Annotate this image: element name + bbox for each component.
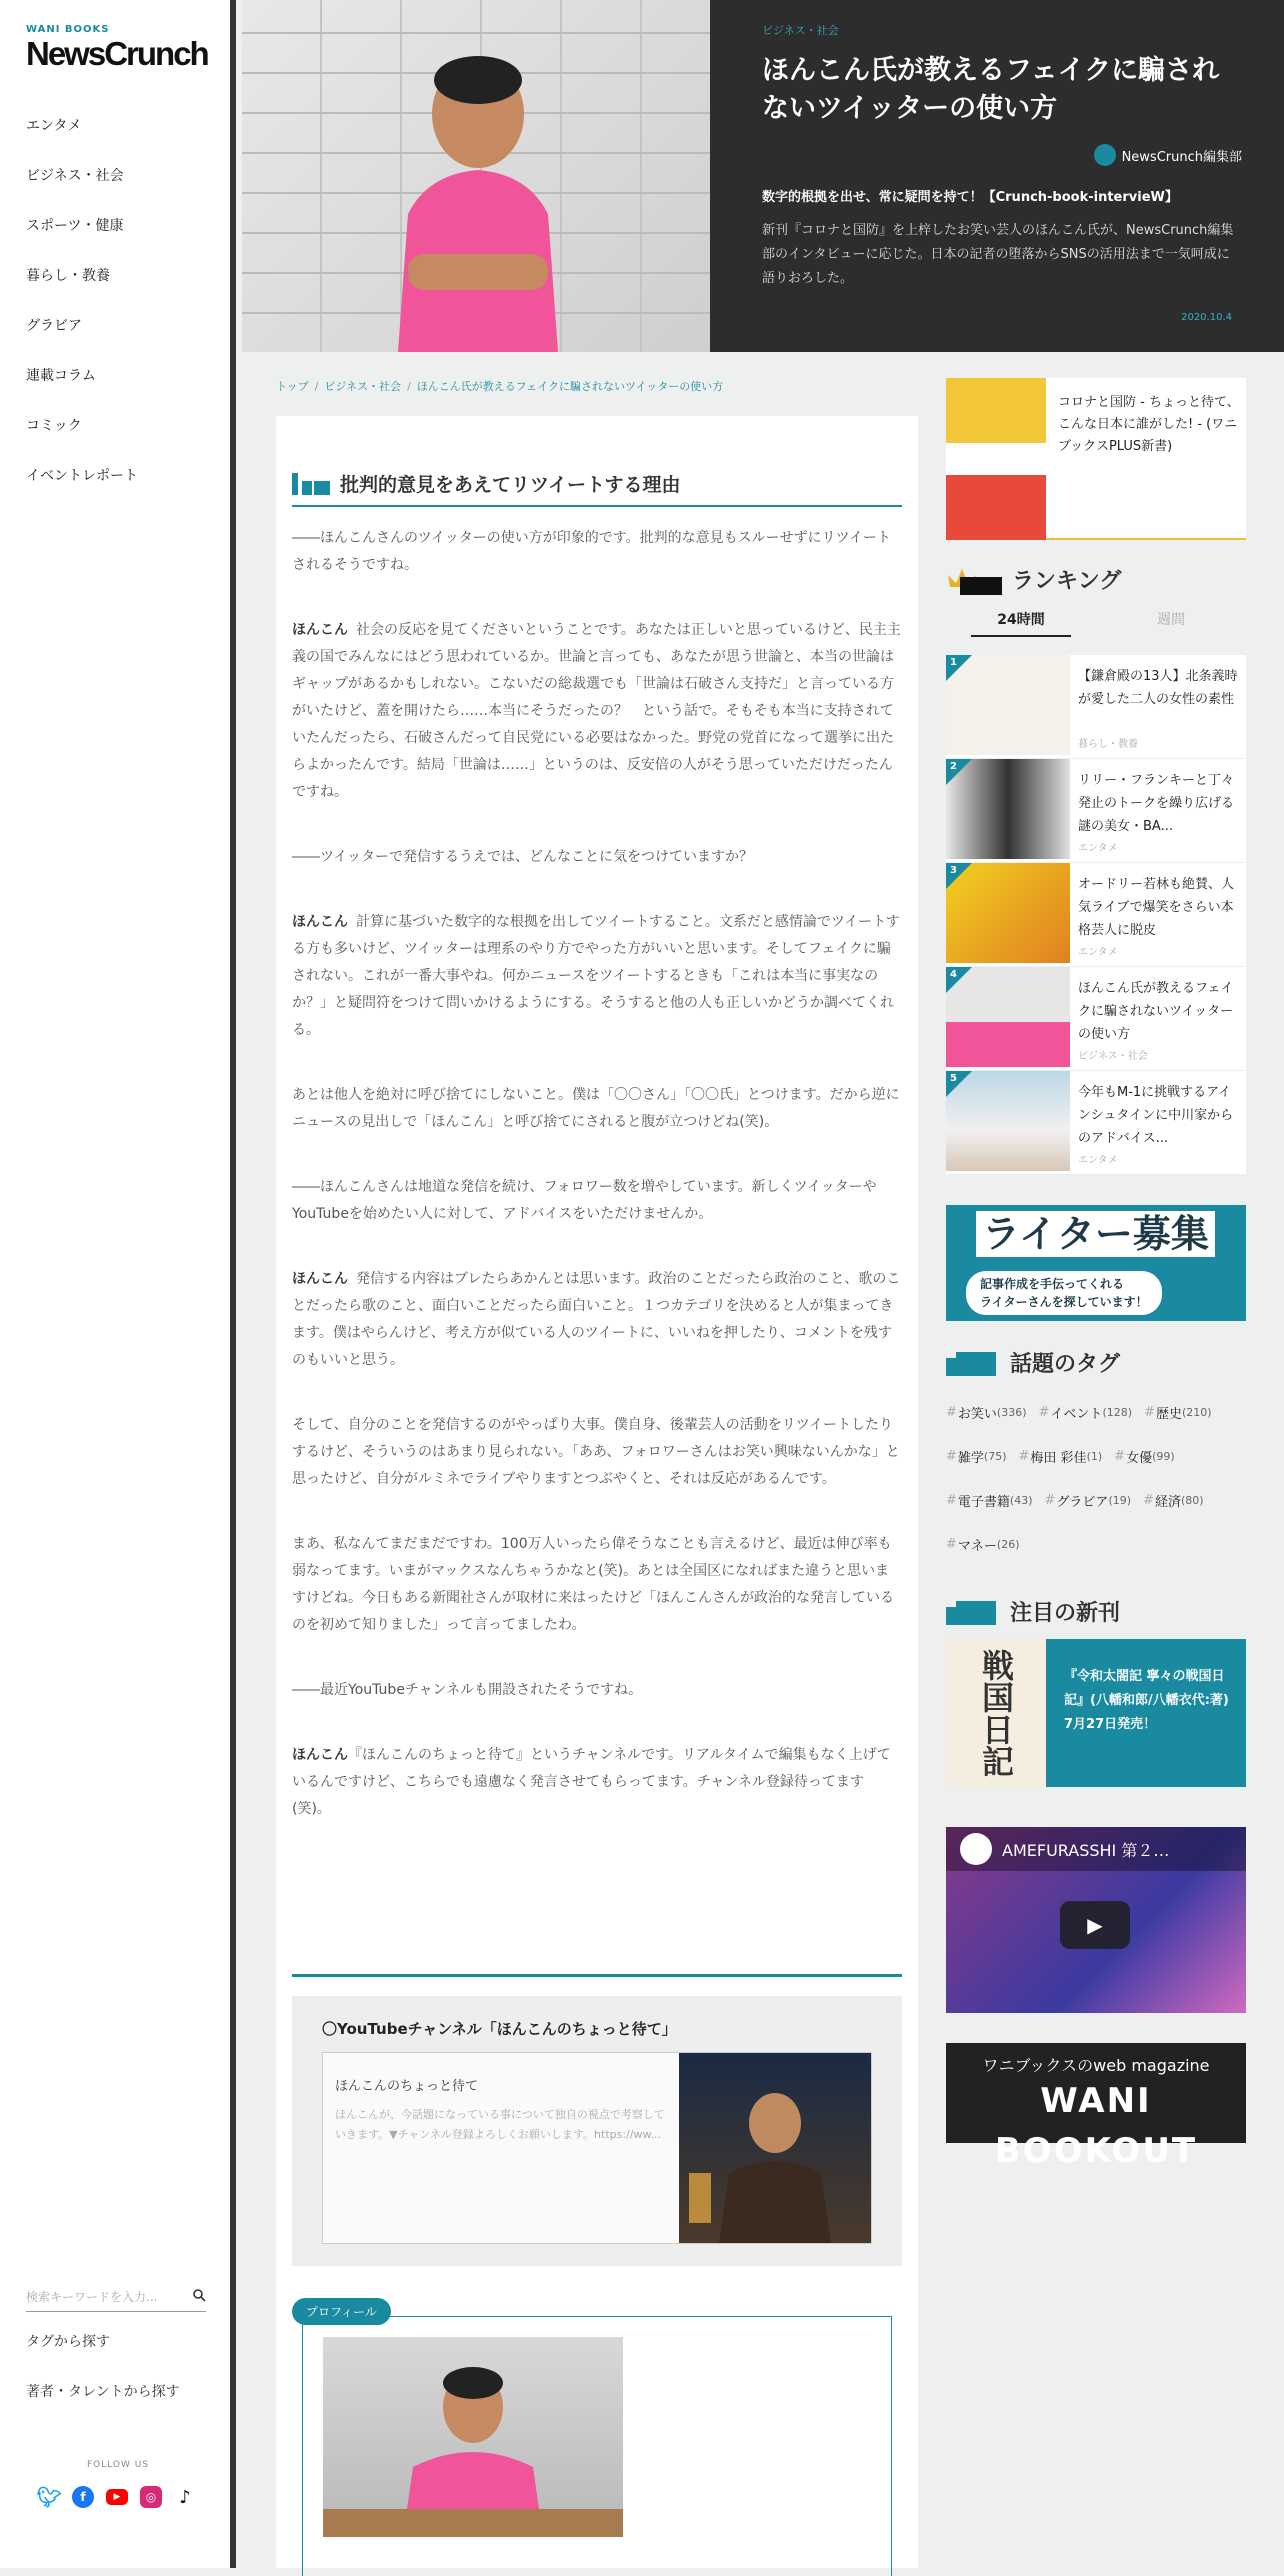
rank-number: 5 xyxy=(950,1073,957,1084)
site-logo[interactable] xyxy=(26,24,208,72)
ranking-title-text: ほんこん氏が教えるフェイクに騙されないツイッターの使い方 xyxy=(1078,981,1234,1042)
tag-item[interactable]: # 女優 (99) xyxy=(1114,1448,1175,1466)
right-sidebar xyxy=(946,378,1246,2171)
section-heading xyxy=(292,470,902,507)
new-book-text: 『令和太閤記 寧々の戦国日記』(八幡和郎/八幡衣代:著) 7月27日発売！ xyxy=(1064,1669,1242,1732)
tag-list xyxy=(946,1390,1236,1566)
search-placeholder: 検索キーワードを入力... xyxy=(26,2290,158,2304)
rank-number: 1 xyxy=(950,657,957,668)
new-book-cover: 戦国日記 xyxy=(946,1639,1046,1787)
ranking-title-text: オードリー若林も絶賛、人気ライブで爆笑をさらい本格芸人に脱皮 xyxy=(1078,877,1235,938)
speaker-name: ほんこん xyxy=(292,1271,348,1287)
wani-logo-text: WANI BOOKOUT xyxy=(994,2081,1198,2171)
recruit-heading: ライター募集 xyxy=(976,1211,1215,1257)
twitter-icon[interactable]: 🐦︎ xyxy=(36,2485,62,2509)
paragraph: ――最近YouTubeチャンネルも開設されたそうですね。 xyxy=(292,1682,643,1698)
ranking-crown-icon xyxy=(946,565,1002,595)
youtube-card-thumbnail xyxy=(679,2053,871,2243)
tab-weekly[interactable]: 週間 xyxy=(1157,612,1185,628)
rank-number: 3 xyxy=(950,865,957,876)
ranking-item[interactable] xyxy=(946,967,1246,1071)
speaker-name: ほんこん xyxy=(292,622,348,638)
play-button[interactable]: ▶ xyxy=(1060,1901,1130,1949)
hero-category[interactable]: ビジネス・社会 xyxy=(762,24,839,37)
paragraph: ほんこん 社会の反応を見てくださいということです。あなたは正しいと思っているけど、民主主義の国でみんなにはどう思われているか。世論と言っても、あなたが思う世論と、本当の世論はギャップがあるかもしれない。こないだの総裁選でも「世論は石破さん支持だ」と言っている方がいたけど、蓋を開けたら……本当にそうだったの？ という話で。そもそも本当に支持されていたんだったら、石破さんだって自民党にいる必要はなかった。野党の党首になって選挙に出たらよかったんです。結局「世論は……」というのは、反安倍の人がそう思っていただけだったんですね。 xyxy=(292,622,901,800)
breadcrumb xyxy=(276,378,723,394)
paragraph: まあ、私なんてまだまだですわ。100万人いったら偉そうなことも言えるけど、最近は伸び率も弱なってます。いまがマックスなんちゃうかなと(笑)。あとは全国区になればまた違うと思いますけどね。今日もある新聞社さんが取材に来はったけど「ほんこんさんが政治的な発言しているのを初めて知りました」って言ってましたわ。 xyxy=(292,1536,894,1633)
nav-item-gravure[interactable]: グラビア xyxy=(26,318,82,334)
recruit-subtext: 記事作成を手伝ってくれる ライターさんを探しています！ xyxy=(966,1271,1162,1315)
new-books-heading-icon xyxy=(946,1599,998,1625)
speaker-name: ほんこん xyxy=(292,914,348,930)
profile-label: プロフィール xyxy=(292,2298,391,2325)
side-links xyxy=(26,2316,180,2416)
nav-item-event[interactable]: イベントレポート xyxy=(26,468,138,484)
search-input[interactable] xyxy=(26,2282,206,2312)
hero-title[interactable]: ほんこん氏が教えるフェイクに騙されないツイッターの使い方 xyxy=(762,55,1220,124)
video-title-bar xyxy=(946,1827,1246,1871)
breadcrumb-current[interactable]: ほんこん氏が教えるフェイクに騙されないツイッターの使い方 xyxy=(416,380,724,393)
follow-label: FOLLOW US xyxy=(86,2460,150,2470)
rank-number: 2 xyxy=(950,761,957,772)
ranking-category: エンタメ xyxy=(1078,947,1118,958)
ranking-list xyxy=(946,655,1246,1175)
paragraph: ――ツイッターで発信するうえでは、どんなことに気をつけていますか？ xyxy=(292,849,754,865)
left-sidebar xyxy=(0,0,236,2568)
tag-item[interactable]: # お笑い (336) xyxy=(946,1404,1027,1422)
tags-heading xyxy=(946,1347,1246,1378)
nav-item-comic[interactable]: コミック xyxy=(26,418,82,434)
ranking-category: エンタメ xyxy=(1078,843,1118,854)
main-nav xyxy=(26,100,138,500)
facebook-icon[interactable]: f xyxy=(72,2486,94,2508)
book-cover xyxy=(946,378,1046,540)
youtube-link-card[interactable] xyxy=(322,2052,872,2244)
paragraph: ――ほんこんさんのツイッターの使い方が印象的です。批判的な意見もスルーせずにリツイートされるそうですね。 xyxy=(292,530,891,573)
author-name: NewsCrunch編集部 xyxy=(1121,149,1242,165)
sns-links xyxy=(38,2486,196,2508)
tag-item[interactable]: # 経済 (80) xyxy=(1143,1492,1204,1510)
paragraph: ほんこん 計算に基づいた数字的な根拠を出してツイートすること。文系だと感情論でツイートする方も多いけど、ツイッターは理系のやり方でやった方がいいと思います。そしてフェイクに騙されない。これが一番大事やね。何かニュースをツイートするときも「これは本当に事実なのか？」と疑問符をつけて問いかけるようにする。そうすると他の人も正しいかどうか調べてくれる。 xyxy=(292,914,900,1038)
hero-description: 新刊『コロナと国防』を上梓したお笑い芸人のほんこん氏が、NewsCrunch編集部のインタビューに応じた。日本の記者の堕落からSNSの活用法まで一気呵成に語りおろした。 xyxy=(762,223,1234,286)
channel-avatar xyxy=(960,1833,992,1865)
ranking-item[interactable] xyxy=(946,1071,1246,1175)
ranking-heading xyxy=(946,564,1246,595)
hero-banner[interactable] xyxy=(242,0,1284,352)
hero-date: 2020.10.4 xyxy=(1181,312,1232,323)
tag-item[interactable]: # 雑学 (75) xyxy=(946,1448,1007,1466)
breadcrumb-category[interactable]: ビジネス・社会 xyxy=(324,380,402,393)
youtube-embed[interactable] xyxy=(946,1827,1246,2013)
paragraph: あとは他人を絶対に呼び捨てにしないこと。僕は「〇〇さん」「〇〇氏」とつけます。だから逆にニュースの見出しで「ほんこん」と呼び捨てにされると腹が立つけどね(笑)。 xyxy=(292,1087,900,1130)
logo-publisher: WANI BOOKS xyxy=(26,24,110,35)
youtube-icon[interactable]: ▶ xyxy=(106,2489,128,2505)
tags-heading-icon xyxy=(946,1350,998,1376)
paragraph: ほんこん 発信する内容はブレたらあかんとは思います。政治のことだったら政治のこと、歌のことだったら歌のこと、面白いことだったら面白いこと。１つカテゴリを決めると人が集まってきます。僕はやらんけど、考え方が似ている人のツイートに、いいねを押したり、コメントを残すのもいいと思う。 xyxy=(292,1271,901,1368)
writer-recruit-banner[interactable] xyxy=(946,1205,1246,1321)
ranking-tabs xyxy=(946,609,1246,637)
youtube-channel-title: 〇YouTubeチャンネル「ほんこんのちょっと待て」 xyxy=(322,2020,677,2038)
section-heading-icon xyxy=(292,473,330,495)
ranking-title: ランキング xyxy=(1012,569,1122,594)
nav-item-life[interactable]: 暮らし・教養 xyxy=(26,268,110,284)
new-book-card[interactable] xyxy=(946,1639,1246,1787)
profile-box xyxy=(302,2316,892,2576)
ranking-item[interactable] xyxy=(946,655,1246,759)
new-books-title: 注目の新刊 xyxy=(1010,1601,1121,1626)
speaker-name: ほんこん xyxy=(292,1747,348,1763)
tag-item[interactable]: # 歴史 (210) xyxy=(1144,1404,1212,1422)
link-search-by-tag[interactable]: タグから探す xyxy=(26,2334,110,2350)
paragraph: ほんこん『ほんこんのちょっと待て』というチャンネルです。リアルタイムで編集もなく上げているんですけど、こちらでも遠慮なく発言させてもらってます。チャンネル登録待ってます(笑)。 xyxy=(292,1747,891,1817)
wani-bookout-banner[interactable] xyxy=(946,2043,1246,2171)
nav-item-column[interactable]: 連載コラム xyxy=(26,368,96,384)
paragraph: そして、自分のことを発信するのがやっぱり大事。僕自身、後輩芸人の活動をリツイートしたりするけど、そういうのはあまり見られない。「ああ、フォロワーさんはお笑い興味ないんかな」と思ったけど、自分がルミネでライブやりますとつぶやくと、それは反応があるんです。 xyxy=(292,1417,900,1487)
hero-lead: 数字的根拠を出せ、常に疑問を持て！【Crunch-book-intervieW】 xyxy=(762,190,1178,205)
tiktok-icon[interactable]: ♪ xyxy=(179,2486,191,2508)
logo-title: NewsCrunch xyxy=(26,35,208,72)
rank-number: 4 xyxy=(950,969,957,980)
tag-item[interactable]: # イベント (128) xyxy=(1038,1404,1133,1422)
tab-24h[interactable]: 24時間 xyxy=(971,609,1071,637)
tag-item[interactable]: # 梅田 彩佳 (1) xyxy=(1018,1448,1103,1466)
nav-item-business[interactable]: ビジネス・社会 xyxy=(26,168,124,184)
youtube-card-title: ほんこんのちょっと待て xyxy=(335,2079,479,2094)
breadcrumb-home[interactable]: トップ xyxy=(276,380,309,393)
person-photo xyxy=(368,44,578,352)
article-body xyxy=(276,416,918,2568)
paragraph: ――ほんこんさんは地道な発信を続け、フォロワー数を増やしています。新しくツイッターやYouTubeを始めたい人に対して、アドバイスをいただけませんか。 xyxy=(292,1179,877,1222)
article-divider xyxy=(292,1974,902,1977)
ranking-title-text: 【鎌倉殿の13人】北条義時が愛した二人の女性の素性 xyxy=(1078,669,1238,707)
author-avatar xyxy=(1094,144,1116,166)
book-title: コロナと国防 - ちょっと待て、こんな日本に誰がした! - (ワニブックスPLUS新書) xyxy=(1058,395,1240,454)
section-heading-text: 批判的意見をあえてリツイートする理由 xyxy=(340,474,681,496)
breadcrumb-sep: / xyxy=(314,380,319,393)
nav-item-entame[interactable]: エンタメ xyxy=(26,118,82,134)
nav-item-sports[interactable]: スポーツ・健康 xyxy=(26,218,124,234)
search-icon[interactable] xyxy=(192,2288,206,2305)
youtube-card-description: ほんこんが、今話題になっている事について独自の視点で考察していきます。▼チャンネル登録よろしくお願いします。https://ww... xyxy=(335,2108,665,2141)
ranking-item[interactable] xyxy=(946,863,1246,967)
ranking-item[interactable] xyxy=(946,759,1246,863)
tag-item[interactable]: # 電子書籍 (43) xyxy=(946,1492,1033,1510)
hero-author[interactable] xyxy=(762,144,1242,166)
new-books-heading xyxy=(946,1596,1246,1627)
tags-title: 話題のタグ xyxy=(1010,1352,1121,1377)
video-title: AMEFURASSHI 第２… xyxy=(1002,1840,1170,1860)
profile-photo xyxy=(323,2337,623,2537)
instagram-icon[interactable]: ◎ xyxy=(140,2486,162,2508)
link-search-by-author[interactable]: 著者・タレントから探す xyxy=(26,2384,180,2400)
featured-book[interactable] xyxy=(946,378,1246,540)
tag-item[interactable]: # グラビア (19) xyxy=(1044,1492,1132,1510)
ranking-category: 暮らし・教養 xyxy=(1078,739,1138,750)
tag-item[interactable]: # マネー (26) xyxy=(946,1536,1020,1554)
youtube-channel-box xyxy=(292,1996,902,2266)
ranking-title-text: リリー・フランキーと丁々発止のトークを繰り広げる謎の美女・BA... xyxy=(1078,773,1235,834)
ranking-title-text: 今年もM-1に挑戦するアインシュタインに中川家からのアドバイス... xyxy=(1078,1085,1234,1146)
breadcrumb-sep: / xyxy=(407,380,411,393)
wani-subtitle: ワニブックスのweb magazine xyxy=(982,2056,1210,2075)
hero-photo xyxy=(242,0,710,352)
ranking-category: エンタメ xyxy=(1078,1155,1118,1166)
ranking-category: ビジネス・社会 xyxy=(1078,1051,1148,1062)
